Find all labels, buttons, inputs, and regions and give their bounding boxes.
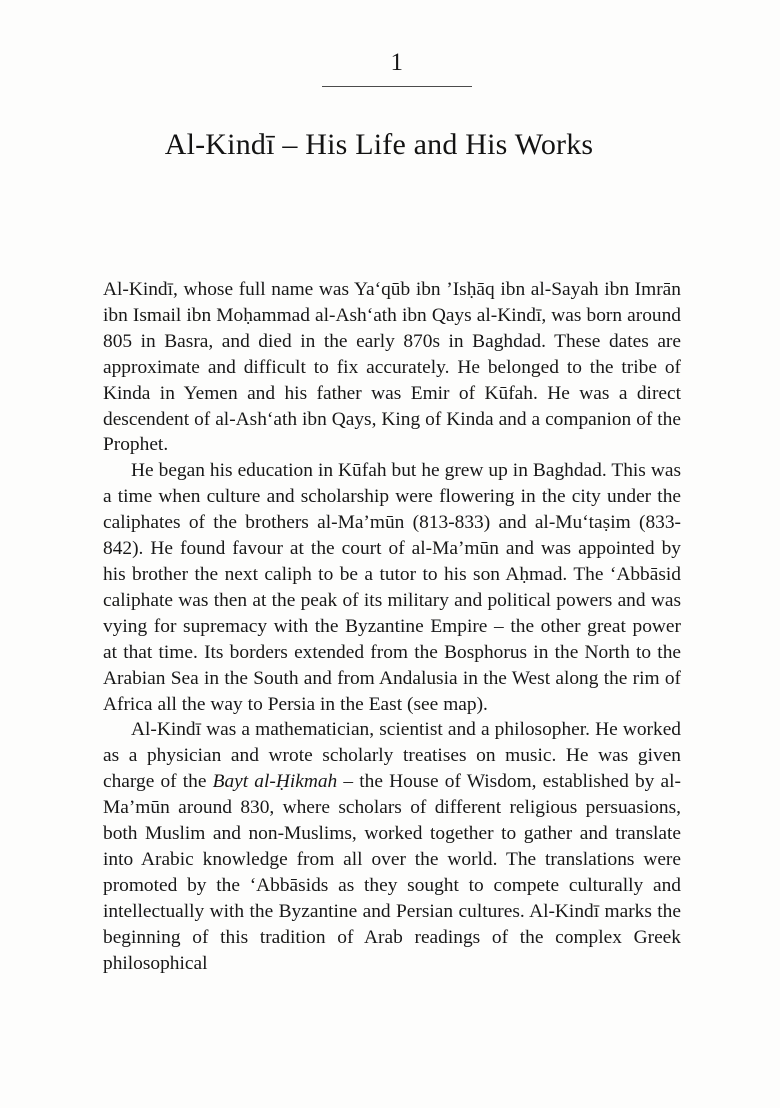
paragraph-1: Al-Kindī, whose full name was Ya‘qūb ibn ’Isḥāq ibn al-Sayah ibn Imrān ibn Ismail ibn Moḥammad al-Ash‘ath ibn Qays al-Kindī, was born around 805 in Basra, and died in the early 870s in Baghdad. These dates are approximate and difficult to fix accurately. He belonged to the tribe of Kinda in Yemen and his father was Emir of Kūfah. He was a direct descendent of al-Ash‘ath ibn Qays, King of Kinda and a companion of the Prophet. <box>103 279 681 456</box>
chapter-number: 1 <box>390 49 404 76</box>
chapter-header <box>0 50 780 87</box>
chapter-divider-rule <box>322 86 472 87</box>
paragraph-2: He began his education in Kūfah but he grew up in Baghdad. This was a time when culture and scholarship were flowering in the city under the caliphates of the brothers al-Ma’mūn (813-833) and al-Mu‘taṣim (833-842). He found favour at the court of al-Ma’mūn and was appointed by his brother the next caliph to be a tutor to his son Aḥmad. The ‘Abbāsid caliphate was then at the peak of its military and political powers and was vying for supremacy with the Byzantine Empire – the other great power at that time. Its borders extended from the Bosphorus in the North to the Arabian Sea in the South and from Andalusia in the West along the rim of Africa all the way to Persia in the East (see map). <box>103 460 681 715</box>
body-text-block <box>103 277 681 976</box>
paragraph-3-segment-lead: Al-Kindī was a mathematician, scientist and a philosopher. He worked as a physician and wrote scholarly treatises on music. He was given charge of the <box>103 719 681 793</box>
chapter-title: Al-Kindī – His Life and His Works <box>164 128 594 161</box>
italic-term-bayt-al-hikmah: Bayt al-Ḥikmah <box>212 771 338 793</box>
paragraph-3-segment-tail: – the House of Wisdom, established by al-Ma’mūn around 830, where scholars of different religious persuasions, both Muslim and non-Muslims, worked together to gather and translate into Arabic knowledge from all over the world. The translations were promoted by the ‘Abbāsids as they sought to compete culturally and intellectually with the Byzantine and Persian cultures. Al-Kindī marks the beginning of this tradition of Arab readings of the complex Greek philosophical <box>103 771 681 974</box>
paragraph-3 <box>103 717 681 976</box>
